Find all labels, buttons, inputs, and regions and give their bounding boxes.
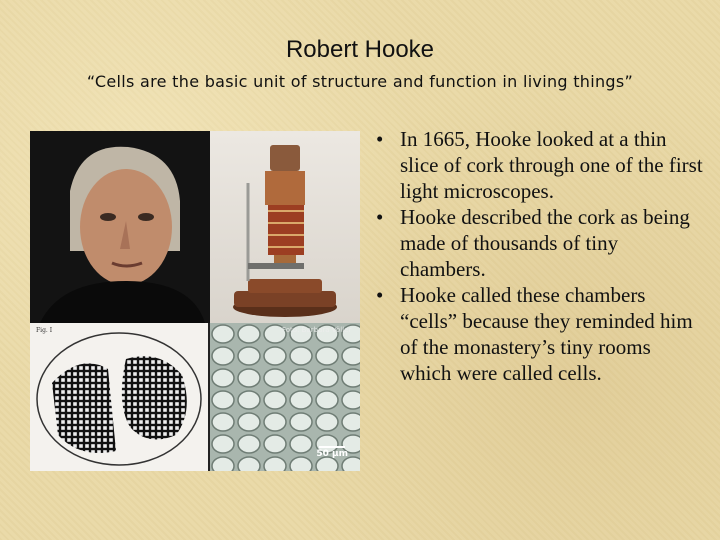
cork-drawing-image [30,323,208,471]
scale-bar-line [319,446,345,448]
bullet-item: • In 1665, Hooke looked at a thin slice of cork through one of the first light microscopes. [370,126,705,204]
bullet-item: • Hooke called these chambers “cells” because they reminded him of the monastery’s tiny rooms which were called cells. [370,282,705,386]
photo-credit: Foto: Barbara Völler [282,326,352,334]
slide-title: Robert Hooke [285,36,435,63]
scale-bar-label: 50 µm [316,449,348,459]
scale-bar [316,446,348,459]
slide-subtitle-quote: “Cells are the basic unit of structure and function in living things” [86,72,634,91]
bullet-item: • Hooke described the cork as being made of thousands of tiny chambers. [370,204,705,282]
bullet-list [370,126,705,386]
drawing-figure-label: Fig. I [36,327,53,334]
cork-micrograph-image [210,323,360,471]
portrait-image [30,131,210,323]
microscope-image [210,131,360,323]
image-collage [30,131,360,471]
